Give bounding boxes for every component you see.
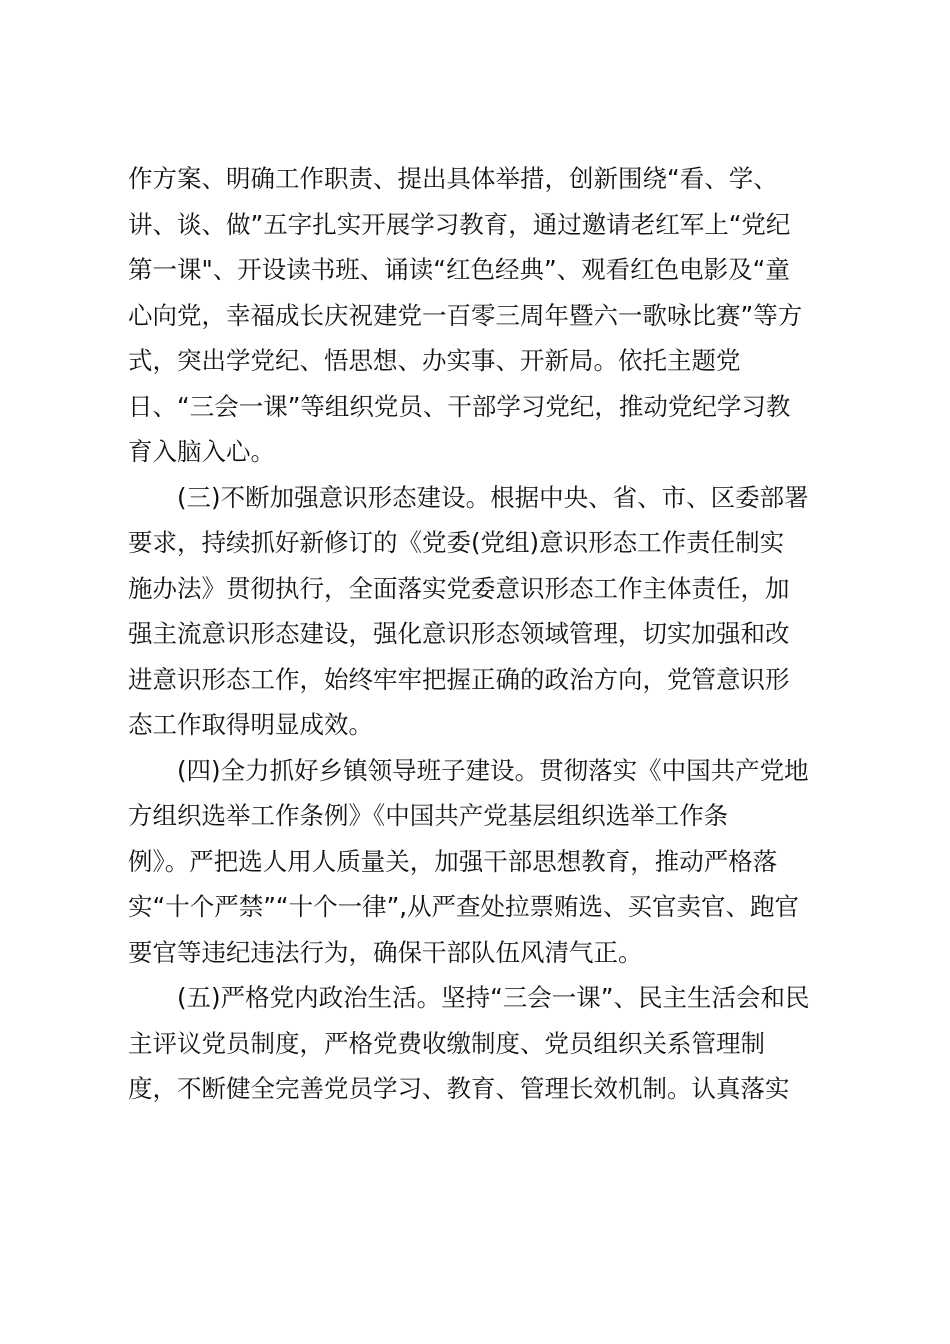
text-line: 度，不断健全完善党员学习、教育、管理长效机制。认真落实 [128,1074,790,1103]
text-line: 作方案、明确工作职责、提出具体举措，创新围绕“看、学、 [128,164,778,193]
text-line: 例》。严把选人用人质量关，加强干部思想教育，推动严格落 [128,846,778,876]
text-line: 施办法》贯彻执行，全面落实党委意识形态工作主体责任，加 [128,573,790,603]
text-line: 式，突出学党纪、悟思想、办实事、开新局。依托主题党 [128,346,741,375]
text-line: 日、“三会一课”等组织党员、干部学习党纪，推动党纪学习教 [128,391,791,421]
text-line: 态工作取得明显成效。 [128,710,373,739]
paragraph-heading-3: (三)不断加强意识形态建设。根据中央、省、市、区委部署 [177,482,809,512]
text-line: 育入脑入心。 [128,437,275,466]
text-line: 方组织选举工作条例》《中国共产党基层组织选举工作条 [128,801,729,830]
text-line: 实“十个严禁”“十个一律”,从严查处拉票贿选、买官卖官、跑官 [128,892,800,921]
text-line: 讲、谈、做”五字扎实开展学习教育，通过邀请老红军上“党纪 [128,209,791,239]
paragraph-heading-4: (四)全力抓好乡镇领导班子建设。贯彻落实《中国共产党地 [177,755,809,785]
text-line: 要官等违纪违法行为，确保干部队伍风清气正。 [128,937,643,967]
text-line: 第一课"、开设读书班、诵读“红色经典”、观看红色电影及“童 [128,255,790,284]
text-line: 进意识形态工作，始终牢牢把握正确的政治方向，党管意识形 [128,664,790,694]
text-line: 主评议党员制度，严格党费收缴制度、党员组织关系管理制 [128,1028,765,1058]
text-line: 强主流意识形态建设，强化意识形态领域管理，切实加强和改 [128,619,790,648]
text-line: 要求，持续抓好新修订的《党委(党组)意识形态工作责任制实 [128,528,785,557]
text-line: 心向党，幸福成长庆祝建党一百零三周年暨六一歌咏比赛”等方 [128,300,803,330]
document-body [128,156,828,1112]
paragraph-heading-5: (五)严格党内政治生活。坚持“三会一课”、民主生活会和民 [177,983,810,1012]
